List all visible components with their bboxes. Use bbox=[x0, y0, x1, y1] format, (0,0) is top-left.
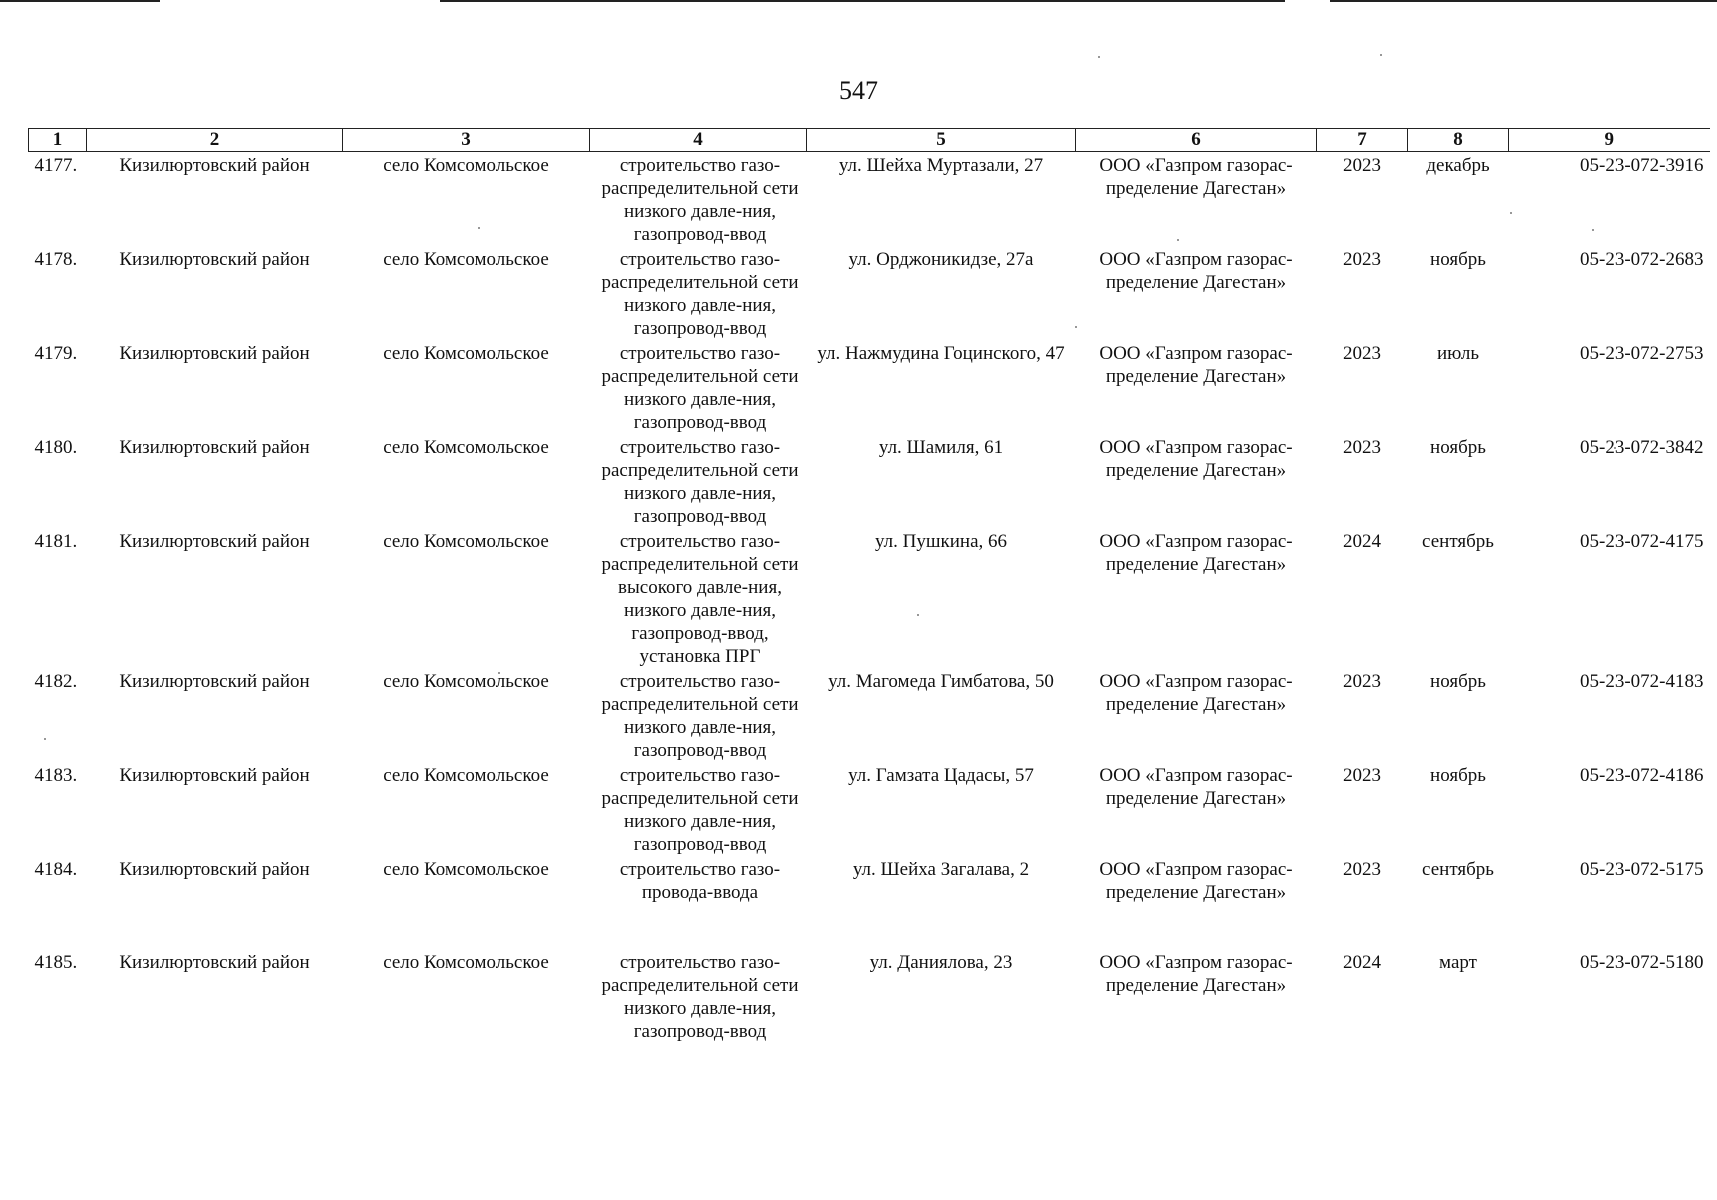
district-cell: Кизилюртовский район bbox=[119, 859, 310, 880]
organization-cell: ООО «Газпром газорас-пределение Дагестан» bbox=[1099, 437, 1293, 481]
table-row bbox=[29, 528, 1710, 668]
scan-top-rule-left bbox=[0, 0, 160, 2]
code-cell: 05-23-072-2753 bbox=[1580, 343, 1704, 364]
code-cell: 05-23-072-5180 bbox=[1580, 952, 1704, 973]
year-cell: 2023 bbox=[1343, 343, 1381, 364]
district-cell: Кизилюртовский район bbox=[119, 437, 310, 458]
code-cell: 05-23-072-4186 bbox=[1580, 765, 1704, 786]
month-cell: ноябрь bbox=[1430, 437, 1486, 458]
address-cell: ул. Гамзата Цадасы, 57 bbox=[848, 765, 1034, 786]
district-cell: Кизилюртовский район bbox=[119, 671, 310, 692]
settlement-cell: село Комсомольское bbox=[383, 531, 549, 552]
organization-cell: ООО «Газпром газорас-пределение Дагестан» bbox=[1099, 155, 1293, 199]
works-cell: строительство газо-распределительной сети низкого давле-ния, газопровод-ввод bbox=[601, 249, 799, 339]
year-cell: 2023 bbox=[1343, 671, 1381, 692]
column-header-5: 5 bbox=[807, 129, 1076, 152]
gas-network-registry-table bbox=[28, 128, 1710, 1045]
settlement-cell: село Комсомольское bbox=[383, 437, 549, 458]
settlement-cell: село Комсомольское bbox=[383, 671, 549, 692]
works-cell: строительство газо-распределительной сети низкого давле-ния, газопровод-ввод bbox=[601, 671, 799, 761]
row-number: 4185. bbox=[34, 952, 78, 973]
column-header-8: 8 bbox=[1408, 129, 1509, 152]
address-cell: ул. Нажмудина Гоцинского, 47 bbox=[817, 343, 1065, 364]
year-cell: 2023 bbox=[1343, 155, 1381, 176]
organization-cell: ООО «Газпром газорас-пределение Дагестан» bbox=[1099, 671, 1293, 715]
scan-top-rule-right bbox=[1330, 0, 1717, 2]
month-cell: сентябрь bbox=[1422, 531, 1494, 552]
settlement-cell: село Комсомольское bbox=[383, 155, 549, 176]
row-number: 4179. bbox=[34, 343, 78, 364]
table-row bbox=[29, 246, 1710, 340]
organization-cell: ООО «Газпром газорас-пределение Дагестан» bbox=[1099, 249, 1293, 293]
address-cell: ул. Пушкина, 66 bbox=[875, 531, 1007, 552]
address-cell: ул. Магомеда Гимбатова, 50 bbox=[828, 671, 1054, 692]
column-number-header-row bbox=[29, 129, 1710, 152]
settlement-cell: село Комсомольское bbox=[383, 859, 549, 880]
settlement-cell: село Комсомольское bbox=[383, 343, 549, 364]
row-number: 4178. bbox=[34, 249, 78, 270]
works-cell: строительство газо-распределительной сети низкого давле-ния, газопровод-ввод bbox=[601, 343, 799, 433]
row-number: 4183. bbox=[34, 765, 78, 786]
organization-cell: ООО «Газпром газорас-пределение Дагестан» bbox=[1099, 952, 1293, 996]
year-cell: 2024 bbox=[1343, 952, 1381, 973]
month-cell: март bbox=[1439, 952, 1477, 973]
works-cell: строительство газо-распределительной сети низкого давле-ния, газопровод-ввод bbox=[601, 437, 799, 527]
code-cell: 05-23-072-3842 bbox=[1580, 437, 1704, 458]
page-number: 547 bbox=[839, 76, 878, 105]
month-cell: ноябрь bbox=[1430, 249, 1486, 270]
district-cell: Кизилюртовский район bbox=[119, 343, 310, 364]
table-row bbox=[29, 949, 1710, 1045]
code-cell: 05-23-072-2683 bbox=[1580, 249, 1704, 270]
address-cell: ул. Орджоникидзе, 27а bbox=[848, 249, 1034, 270]
address-cell: ул. Шейха Загалава, 2 bbox=[852, 859, 1030, 880]
year-cell: 2024 bbox=[1343, 531, 1381, 552]
column-header-2: 2 bbox=[87, 129, 343, 152]
year-cell: 2023 bbox=[1343, 249, 1381, 270]
settlement-cell: село Комсомольское bbox=[383, 952, 549, 973]
organization-cell: ООО «Газпром газорас-пределение Дагестан» bbox=[1099, 343, 1293, 387]
row-number: 4180. bbox=[34, 437, 78, 458]
district-cell: Кизилюртовский район bbox=[119, 155, 310, 176]
district-cell: Кизилюртовский район bbox=[119, 249, 310, 270]
row-number: 4181. bbox=[34, 531, 78, 552]
works-cell: строительство газо-распределительной сети высокого давле-ния, низкого давле-ния, газопровод-ввод, установка ПРГ bbox=[601, 531, 799, 667]
year-cell: 2023 bbox=[1343, 859, 1381, 880]
column-header-3: 3 bbox=[343, 129, 590, 152]
address-cell: ул. Даниялова, 23 bbox=[869, 952, 1013, 973]
district-cell: Кизилюртовский район bbox=[119, 531, 310, 552]
year-cell: 2023 bbox=[1343, 765, 1381, 786]
code-cell: 05-23-072-3916 bbox=[1580, 155, 1704, 176]
organization-cell: ООО «Газпром газорас-пределение Дагестан» bbox=[1099, 765, 1293, 809]
column-header-1: 1 bbox=[29, 129, 87, 152]
address-cell: ул. Шейха Муртазали, 27 bbox=[838, 155, 1044, 176]
works-cell: строительство газо-провода-ввода bbox=[619, 859, 781, 903]
year-cell: 2023 bbox=[1343, 437, 1381, 458]
month-cell: июль bbox=[1436, 343, 1480, 364]
month-cell: ноябрь bbox=[1430, 671, 1486, 692]
works-cell: строительство газо-распределительной сети низкого давле-ния, газопровод-ввод bbox=[601, 952, 799, 1042]
table-row bbox=[29, 668, 1710, 762]
column-header-9: 9 bbox=[1509, 129, 1710, 152]
scan-top-rule-middle bbox=[440, 0, 1285, 2]
table-row bbox=[29, 152, 1710, 247]
organization-cell: ООО «Газпром газорас-пределение Дагестан» bbox=[1099, 859, 1293, 903]
column-header-6: 6 bbox=[1076, 129, 1317, 152]
month-cell: декабрь bbox=[1426, 155, 1490, 176]
scan-speck bbox=[1380, 54, 1382, 56]
month-cell: сентябрь bbox=[1422, 859, 1494, 880]
table-row bbox=[29, 856, 1710, 949]
code-cell: 05-23-072-5175 bbox=[1580, 859, 1704, 880]
scan-speck bbox=[1098, 56, 1100, 58]
registry-table-container bbox=[28, 128, 1708, 1045]
table-row bbox=[29, 434, 1710, 528]
works-cell: строительство газо-распределительной сети низкого давле-ния, газопровод-ввод bbox=[601, 155, 799, 245]
row-number: 4177. bbox=[34, 155, 78, 176]
district-cell: Кизилюртовский район bbox=[119, 765, 310, 786]
column-header-4: 4 bbox=[590, 129, 807, 152]
works-cell: строительство газо-распределительной сети низкого давле-ния, газопровод-ввод bbox=[601, 765, 799, 855]
table-row bbox=[29, 340, 1710, 434]
month-cell: ноябрь bbox=[1430, 765, 1486, 786]
settlement-cell: село Комсомольское bbox=[383, 249, 549, 270]
district-cell: Кизилюртовский район bbox=[119, 952, 310, 973]
column-header-7: 7 bbox=[1317, 129, 1408, 152]
settlement-cell: село Комсомольское bbox=[383, 765, 549, 786]
row-number: 4182. bbox=[34, 671, 78, 692]
organization-cell: ООО «Газпром газорас-пределение Дагестан» bbox=[1099, 531, 1293, 575]
row-number: 4184. bbox=[34, 859, 78, 880]
address-cell: ул. Шамиля, 61 bbox=[878, 437, 1004, 458]
code-cell: 05-23-072-4183 bbox=[1580, 671, 1704, 692]
table-row bbox=[29, 762, 1710, 856]
code-cell: 05-23-072-4175 bbox=[1580, 531, 1704, 552]
